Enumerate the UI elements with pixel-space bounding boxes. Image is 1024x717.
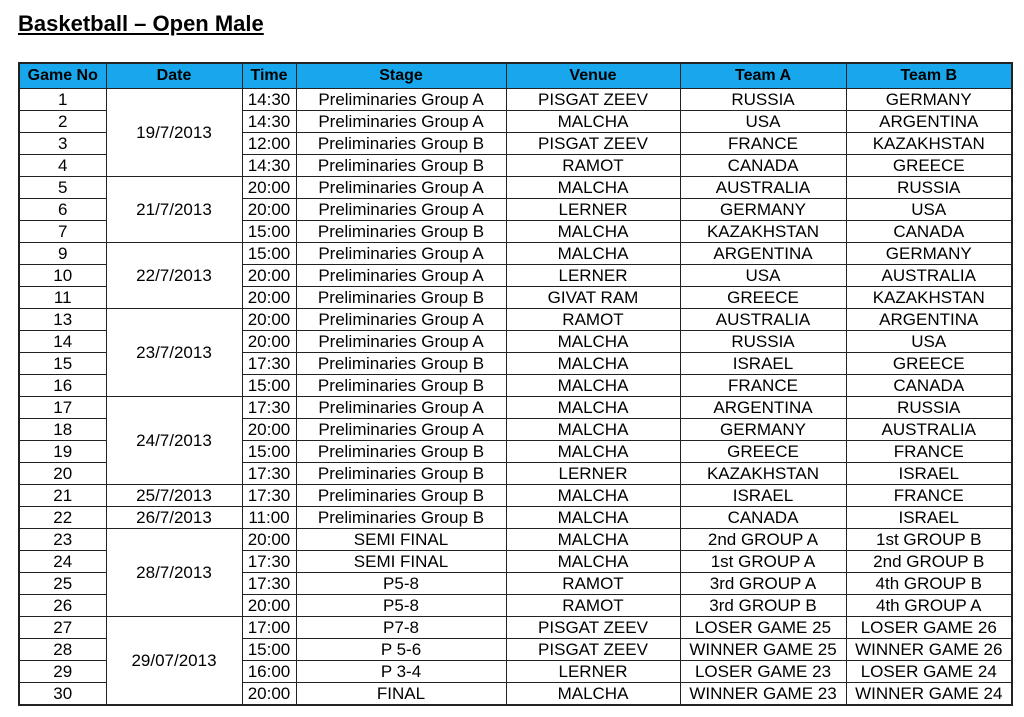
- stage-cell: Preliminaries Group A: [296, 397, 506, 419]
- team-a-cell: LOSER GAME 25: [680, 617, 846, 639]
- venue-cell: PISGAT ZEEV: [506, 133, 680, 155]
- date-cell: 29/07/2013: [106, 617, 242, 706]
- team-b-cell: ARGENTINA: [846, 111, 1012, 133]
- stage-cell: Preliminaries Group A: [296, 89, 506, 111]
- stage-cell: Preliminaries Group B: [296, 507, 506, 529]
- team-b-cell: USA: [846, 199, 1012, 221]
- time-cell: 12:00: [242, 133, 296, 155]
- time-cell: 17:30: [242, 463, 296, 485]
- game-no-cell: 25: [19, 573, 106, 595]
- table-row: [19, 485, 1012, 507]
- game-no-cell: 21: [19, 485, 106, 507]
- venue-cell: MALCHA: [506, 507, 680, 529]
- team-b-cell: 4th GROUP A: [846, 595, 1012, 617]
- time-cell: 20:00: [242, 331, 296, 353]
- game-no-cell: 14: [19, 331, 106, 353]
- team-a-cell: ARGENTINA: [680, 397, 846, 419]
- time-cell: 20:00: [242, 529, 296, 551]
- table-row: [19, 89, 1012, 111]
- stage-cell: P 3-4: [296, 661, 506, 683]
- stage-cell: Preliminaries Group A: [296, 243, 506, 265]
- time-cell: 20:00: [242, 419, 296, 441]
- game-no-cell: 4: [19, 155, 106, 177]
- venue-cell: MALCHA: [506, 177, 680, 199]
- venue-cell: MALCHA: [506, 485, 680, 507]
- team-a-cell: ISRAEL: [680, 353, 846, 375]
- table-row: [19, 177, 1012, 199]
- stage-cell: Preliminaries Group B: [296, 221, 506, 243]
- venue-cell: PISGAT ZEEV: [506, 617, 680, 639]
- time-cell: 17:30: [242, 485, 296, 507]
- time-cell: 11:00: [242, 507, 296, 529]
- time-cell: 20:00: [242, 309, 296, 331]
- team-a-cell: WINNER GAME 23: [680, 683, 846, 706]
- team-a-cell: ARGENTINA: [680, 243, 846, 265]
- header-time: Time: [242, 63, 296, 89]
- venue-cell: RAMOT: [506, 595, 680, 617]
- header-team-a: Team A: [680, 63, 846, 89]
- date-cell: 19/7/2013: [106, 89, 242, 177]
- team-a-cell: 2nd GROUP A: [680, 529, 846, 551]
- team-a-cell: LOSER GAME 23: [680, 661, 846, 683]
- table-row: [19, 617, 1012, 639]
- time-cell: 16:00: [242, 661, 296, 683]
- header-stage: Stage: [296, 63, 506, 89]
- venue-cell: MALCHA: [506, 419, 680, 441]
- team-a-cell: WINNER GAME 25: [680, 639, 846, 661]
- header-game-no: Game No: [19, 63, 106, 89]
- team-b-cell: GERMANY: [846, 89, 1012, 111]
- stage-cell: P 5-6: [296, 639, 506, 661]
- stage-cell: P5-8: [296, 595, 506, 617]
- game-no-cell: 19: [19, 441, 106, 463]
- team-a-cell: GREECE: [680, 287, 846, 309]
- stage-cell: Preliminaries Group B: [296, 133, 506, 155]
- venue-cell: MALCHA: [506, 683, 680, 706]
- venue-cell: LERNER: [506, 661, 680, 683]
- stage-cell: Preliminaries Group A: [296, 111, 506, 133]
- table-row: [19, 243, 1012, 265]
- team-a-cell: KAZAKHSTAN: [680, 463, 846, 485]
- game-no-cell: 2: [19, 111, 106, 133]
- game-no-cell: 24: [19, 551, 106, 573]
- team-a-cell: 3rd GROUP B: [680, 595, 846, 617]
- team-b-cell: ISRAEL: [846, 507, 1012, 529]
- game-no-cell: 6: [19, 199, 106, 221]
- schedule-body: [19, 89, 1012, 706]
- team-b-cell: AUSTRALIA: [846, 419, 1012, 441]
- time-cell: 20:00: [242, 683, 296, 706]
- stage-cell: SEMI FINAL: [296, 551, 506, 573]
- team-b-cell: FRANCE: [846, 441, 1012, 463]
- team-b-cell: LOSER GAME 24: [846, 661, 1012, 683]
- venue-cell: MALCHA: [506, 529, 680, 551]
- time-cell: 17:30: [242, 573, 296, 595]
- time-cell: 14:30: [242, 111, 296, 133]
- team-b-cell: KAZAKHSTAN: [846, 133, 1012, 155]
- schedule-table: [18, 62, 1013, 706]
- table-row: [19, 507, 1012, 529]
- team-a-cell: GERMANY: [680, 199, 846, 221]
- venue-cell: LERNER: [506, 265, 680, 287]
- stage-cell: Preliminaries Group A: [296, 419, 506, 441]
- team-b-cell: FRANCE: [846, 485, 1012, 507]
- team-a-cell: 1st GROUP A: [680, 551, 846, 573]
- venue-cell: MALCHA: [506, 221, 680, 243]
- game-no-cell: 15: [19, 353, 106, 375]
- stage-cell: Preliminaries Group B: [296, 353, 506, 375]
- time-cell: 15:00: [242, 639, 296, 661]
- venue-cell: LERNER: [506, 199, 680, 221]
- venue-cell: MALCHA: [506, 111, 680, 133]
- team-b-cell: USA: [846, 331, 1012, 353]
- team-b-cell: ARGENTINA: [846, 309, 1012, 331]
- team-b-cell: WINNER GAME 26: [846, 639, 1012, 661]
- team-a-cell: GREECE: [680, 441, 846, 463]
- team-a-cell: RUSSIA: [680, 331, 846, 353]
- game-no-cell: 30: [19, 683, 106, 706]
- stage-cell: Preliminaries Group B: [296, 441, 506, 463]
- game-no-cell: 29: [19, 661, 106, 683]
- stage-cell: Preliminaries Group B: [296, 155, 506, 177]
- venue-cell: MALCHA: [506, 375, 680, 397]
- stage-cell: FINAL: [296, 683, 506, 706]
- team-a-cell: 3rd GROUP A: [680, 573, 846, 595]
- team-b-cell: RUSSIA: [846, 177, 1012, 199]
- game-no-cell: 23: [19, 529, 106, 551]
- venue-cell: MALCHA: [506, 551, 680, 573]
- time-cell: 20:00: [242, 177, 296, 199]
- game-no-cell: 7: [19, 221, 106, 243]
- team-b-cell: GERMANY: [846, 243, 1012, 265]
- game-no-cell: 3: [19, 133, 106, 155]
- stage-cell: Preliminaries Group B: [296, 287, 506, 309]
- game-no-cell: 5: [19, 177, 106, 199]
- venue-cell: MALCHA: [506, 397, 680, 419]
- time-cell: 17:30: [242, 397, 296, 419]
- stage-cell: Preliminaries Group A: [296, 331, 506, 353]
- game-no-cell: 10: [19, 265, 106, 287]
- time-cell: 17:30: [242, 551, 296, 573]
- time-cell: 17:00: [242, 617, 296, 639]
- team-b-cell: LOSER GAME 26: [846, 617, 1012, 639]
- game-no-cell: 28: [19, 639, 106, 661]
- team-b-cell: KAZAKHSTAN: [846, 287, 1012, 309]
- game-no-cell: 26: [19, 595, 106, 617]
- team-b-cell: 4th GROUP B: [846, 573, 1012, 595]
- stage-cell: SEMI FINAL: [296, 529, 506, 551]
- game-no-cell: 20: [19, 463, 106, 485]
- team-b-cell: CANADA: [846, 221, 1012, 243]
- team-a-cell: USA: [680, 111, 846, 133]
- time-cell: 15:00: [242, 221, 296, 243]
- venue-cell: MALCHA: [506, 243, 680, 265]
- team-a-cell: KAZAKHSTAN: [680, 221, 846, 243]
- date-cell: 24/7/2013: [106, 397, 242, 485]
- team-b-cell: AUSTRALIA: [846, 265, 1012, 287]
- venue-cell: PISGAT ZEEV: [506, 89, 680, 111]
- venue-cell: PISGAT ZEEV: [506, 639, 680, 661]
- time-cell: 20:00: [242, 287, 296, 309]
- team-b-cell: 2nd GROUP B: [846, 551, 1012, 573]
- team-b-cell: GREECE: [846, 353, 1012, 375]
- team-a-cell: ISRAEL: [680, 485, 846, 507]
- venue-cell: MALCHA: [506, 441, 680, 463]
- game-no-cell: 27: [19, 617, 106, 639]
- header-venue: Venue: [506, 63, 680, 89]
- stage-cell: Preliminaries Group A: [296, 177, 506, 199]
- stage-cell: Preliminaries Group A: [296, 309, 506, 331]
- game-no-cell: 18: [19, 419, 106, 441]
- team-b-cell: GREECE: [846, 155, 1012, 177]
- table-row: [19, 397, 1012, 419]
- time-cell: 15:00: [242, 243, 296, 265]
- table-row: [19, 309, 1012, 331]
- date-cell: 23/7/2013: [106, 309, 242, 397]
- page-title: Basketball – Open Male: [18, 11, 264, 36]
- time-cell: 20:00: [242, 265, 296, 287]
- date-cell: 21/7/2013: [106, 177, 242, 243]
- time-cell: 20:00: [242, 595, 296, 617]
- game-no-cell: 9: [19, 243, 106, 265]
- venue-cell: RAMOT: [506, 573, 680, 595]
- venue-cell: RAMOT: [506, 155, 680, 177]
- stage-cell: Preliminaries Group B: [296, 375, 506, 397]
- team-b-cell: CANADA: [846, 375, 1012, 397]
- team-b-cell: RUSSIA: [846, 397, 1012, 419]
- game-no-cell: 13: [19, 309, 106, 331]
- header-row: [19, 63, 1012, 89]
- time-cell: 14:30: [242, 89, 296, 111]
- game-no-cell: 11: [19, 287, 106, 309]
- date-cell: 28/7/2013: [106, 529, 242, 617]
- venue-cell: LERNER: [506, 463, 680, 485]
- game-no-cell: 17: [19, 397, 106, 419]
- stage-cell: Preliminaries Group A: [296, 265, 506, 287]
- game-no-cell: 22: [19, 507, 106, 529]
- date-cell: 26/7/2013: [106, 507, 242, 529]
- stage-cell: P5-8: [296, 573, 506, 595]
- time-cell: 20:00: [242, 199, 296, 221]
- game-no-cell: 1: [19, 89, 106, 111]
- time-cell: 15:00: [242, 375, 296, 397]
- time-cell: 15:00: [242, 441, 296, 463]
- team-a-cell: FRANCE: [680, 375, 846, 397]
- date-cell: 25/7/2013: [106, 485, 242, 507]
- header-team-b: Team B: [846, 63, 1012, 89]
- team-a-cell: AUSTRALIA: [680, 309, 846, 331]
- venue-cell: GIVAT RAM: [506, 287, 680, 309]
- time-cell: 14:30: [242, 155, 296, 177]
- stage-cell: Preliminaries Group A: [296, 199, 506, 221]
- team-a-cell: USA: [680, 265, 846, 287]
- team-a-cell: GERMANY: [680, 419, 846, 441]
- date-cell: 22/7/2013: [106, 243, 242, 309]
- team-a-cell: CANADA: [680, 507, 846, 529]
- time-cell: 17:30: [242, 353, 296, 375]
- venue-cell: MALCHA: [506, 353, 680, 375]
- stage-cell: Preliminaries Group B: [296, 463, 506, 485]
- team-a-cell: RUSSIA: [680, 89, 846, 111]
- team-a-cell: FRANCE: [680, 133, 846, 155]
- team-a-cell: CANADA: [680, 155, 846, 177]
- game-no-cell: 16: [19, 375, 106, 397]
- stage-cell: P7-8: [296, 617, 506, 639]
- team-a-cell: AUSTRALIA: [680, 177, 846, 199]
- venue-cell: MALCHA: [506, 331, 680, 353]
- team-b-cell: WINNER GAME 24: [846, 683, 1012, 706]
- team-b-cell: ISRAEL: [846, 463, 1012, 485]
- table-row: [19, 529, 1012, 551]
- stage-cell: Preliminaries Group B: [296, 485, 506, 507]
- venue-cell: RAMOT: [506, 309, 680, 331]
- header-date: Date: [106, 63, 242, 89]
- team-b-cell: 1st GROUP B: [846, 529, 1012, 551]
